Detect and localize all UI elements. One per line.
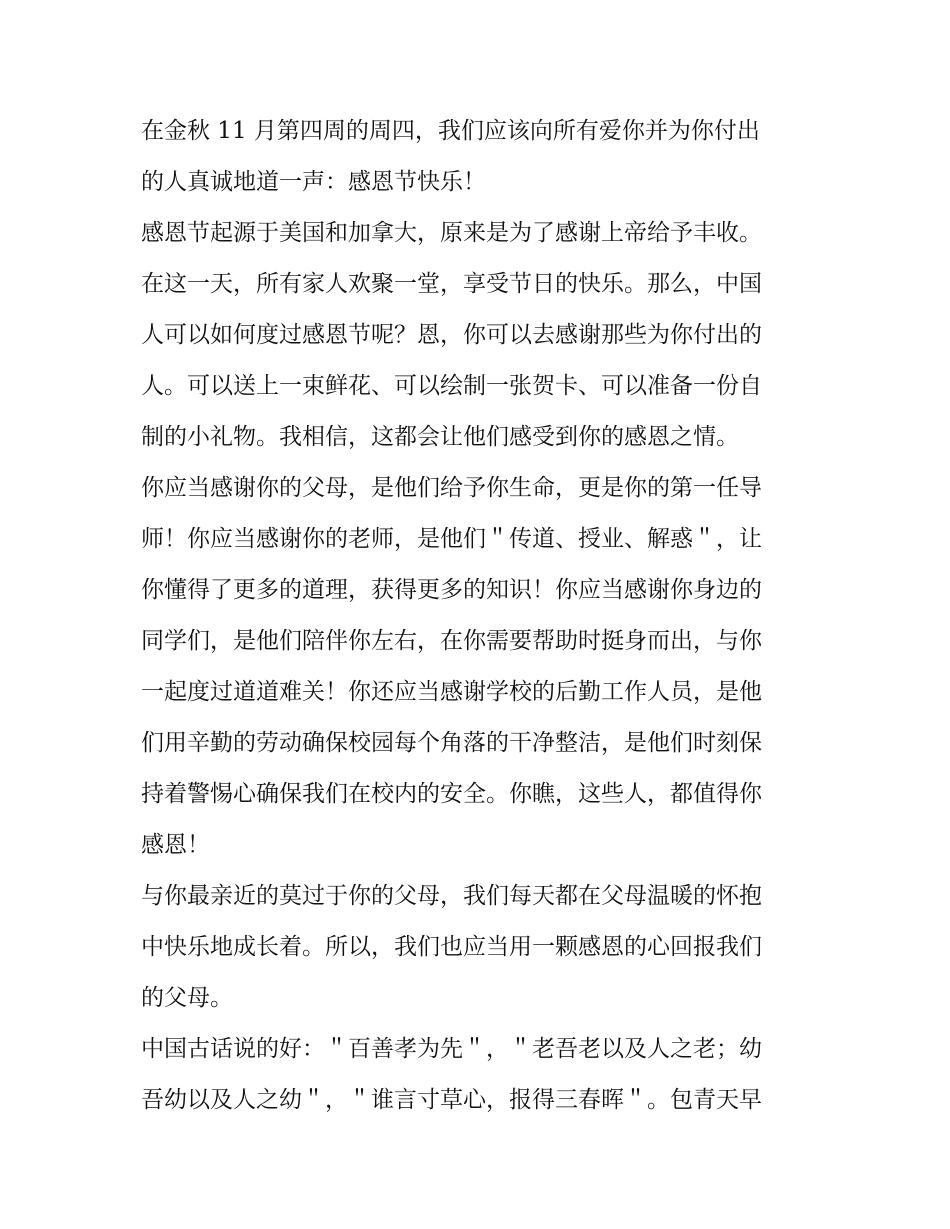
document-body xyxy=(141,106,821,1126)
text-line: 与你最亲近的莫过于你的父母，我们每天都在父母温暖的怀抱 xyxy=(141,883,762,909)
text-line: 人可以如何度过感恩节呢？恩，你可以去感谢那些为你付出的 xyxy=(141,322,762,348)
text-line: 持着警惕心确保我们在校内的安全。你瞧，这些人，都值得你 xyxy=(141,781,762,807)
text-line: 在这一天，所有家人欢聚一堂，享受节日的快乐。那么，中国 xyxy=(141,271,762,297)
text-line: 的人真诚地道一声：感恩节快乐！ xyxy=(141,169,486,195)
text-line: 师！你应当感谢你的老师，是他们＂传道、授业、解惑＂，让 xyxy=(141,526,762,552)
text-line: 感恩节起源于美国和加拿大，原来是为了感谢上帝给予丰收。 xyxy=(141,220,762,246)
text-line: 感恩！ xyxy=(141,832,210,858)
text-line: 人。可以送上一束鲜花、可以绘制一张贺卡、可以准备一份自 xyxy=(141,373,762,399)
text-line: 你懂得了更多的道理，获得更多的知识！你应当感谢你身边的 xyxy=(141,577,762,603)
text-line: 你应当感谢你的父母，是他们给予你生命，更是你的第一任导 xyxy=(141,475,762,501)
text-line: 制的小礼物。我相信，这都会让他们感受到你的感恩之情。 xyxy=(141,424,739,450)
text-line: 中快乐地成长着。所以，我们也应当用一颗感恩的心回报我们 xyxy=(141,934,762,960)
text-line: 在金秋 11 月第四周的周四，我们应该向所有爱你并为你付出 xyxy=(141,118,760,144)
text-line: 的父母。 xyxy=(141,985,233,1011)
text-line: 中国古话说的好：＂百善孝为先＂，＂老吾老以及人之老；幼 xyxy=(141,1036,762,1062)
text-line: 一起度过道道难关！你还应当感谢学校的后勤工作人员，是他 xyxy=(141,679,762,705)
text-line: 吾幼以及人之幼＂，＂谁言寸草心，报得三春晖＂。包青天早 xyxy=(141,1087,762,1113)
text-line: 同学们，是他们陪伴你左右，在你需要帮助时挺身而出，与你 xyxy=(141,628,762,654)
text-line: 们用辛勤的劳动确保校园每个角落的干净整洁，是他们时刻保 xyxy=(141,730,762,756)
